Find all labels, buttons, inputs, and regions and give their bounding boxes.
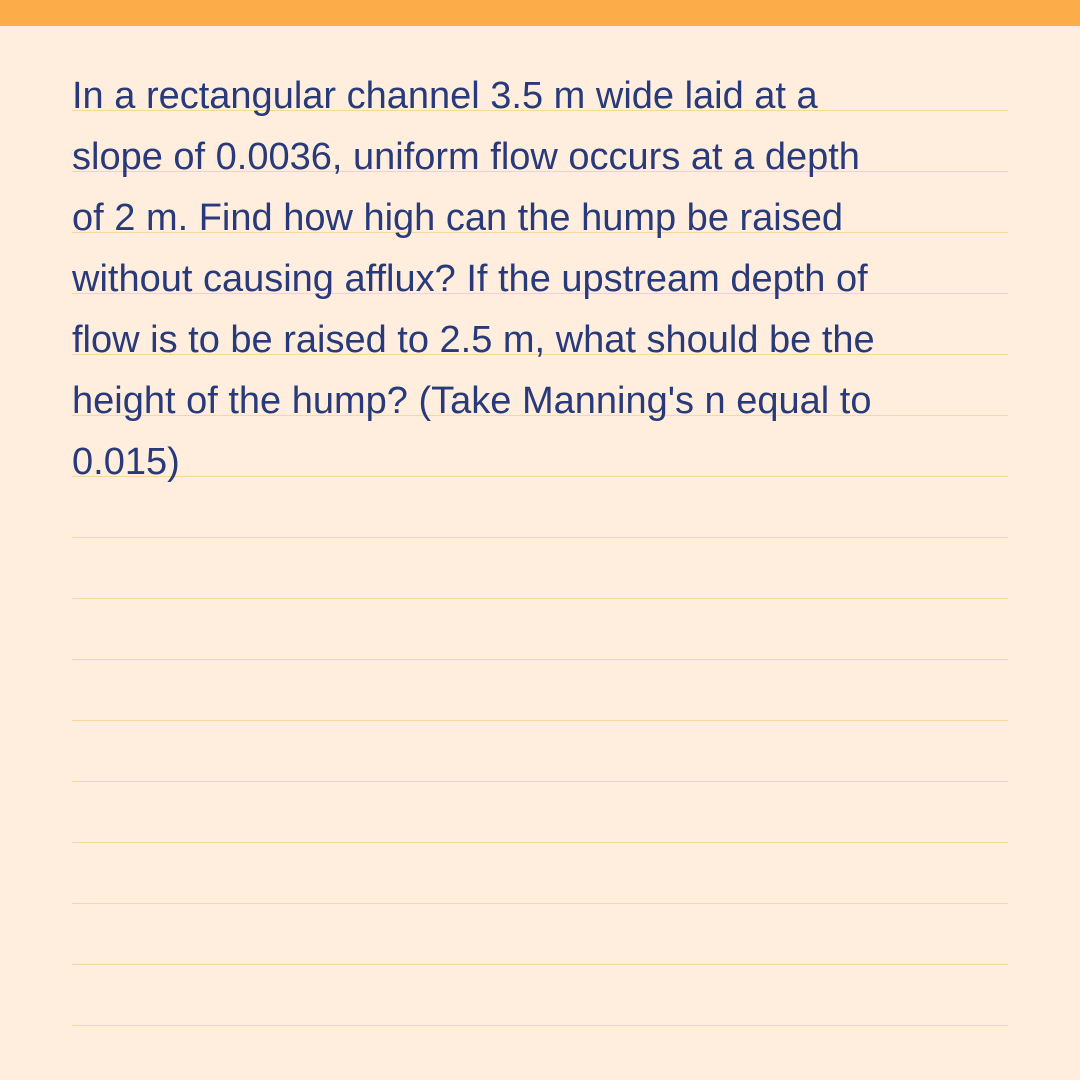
question-line: slope of 0.0036, uniform flow occurs at a depth xyxy=(72,136,860,178)
ruled-line xyxy=(72,598,1008,599)
question-line: height of the hump? (Take Manning's n equal to xyxy=(72,380,872,422)
question-line: without causing afflux? If the upstream depth of xyxy=(72,258,868,300)
ruled-line xyxy=(72,720,1008,721)
ruled-line xyxy=(72,842,1008,843)
question-text xyxy=(72,66,992,493)
ruled-line xyxy=(72,964,1008,965)
question-line: 0.015) xyxy=(72,441,180,483)
question-line: flow is to be raised to 2.5 m, what should be the xyxy=(72,319,875,361)
ruled-line xyxy=(72,537,1008,538)
ruled-line xyxy=(72,781,1008,782)
question-line: In a rectangular channel 3.5 m wide laid at a xyxy=(72,75,818,117)
ruled-line xyxy=(72,659,1008,660)
question-line: of 2 m. Find how high can the hump be raised xyxy=(72,197,844,239)
ruled-line xyxy=(72,1025,1008,1026)
ruled-line xyxy=(72,903,1008,904)
